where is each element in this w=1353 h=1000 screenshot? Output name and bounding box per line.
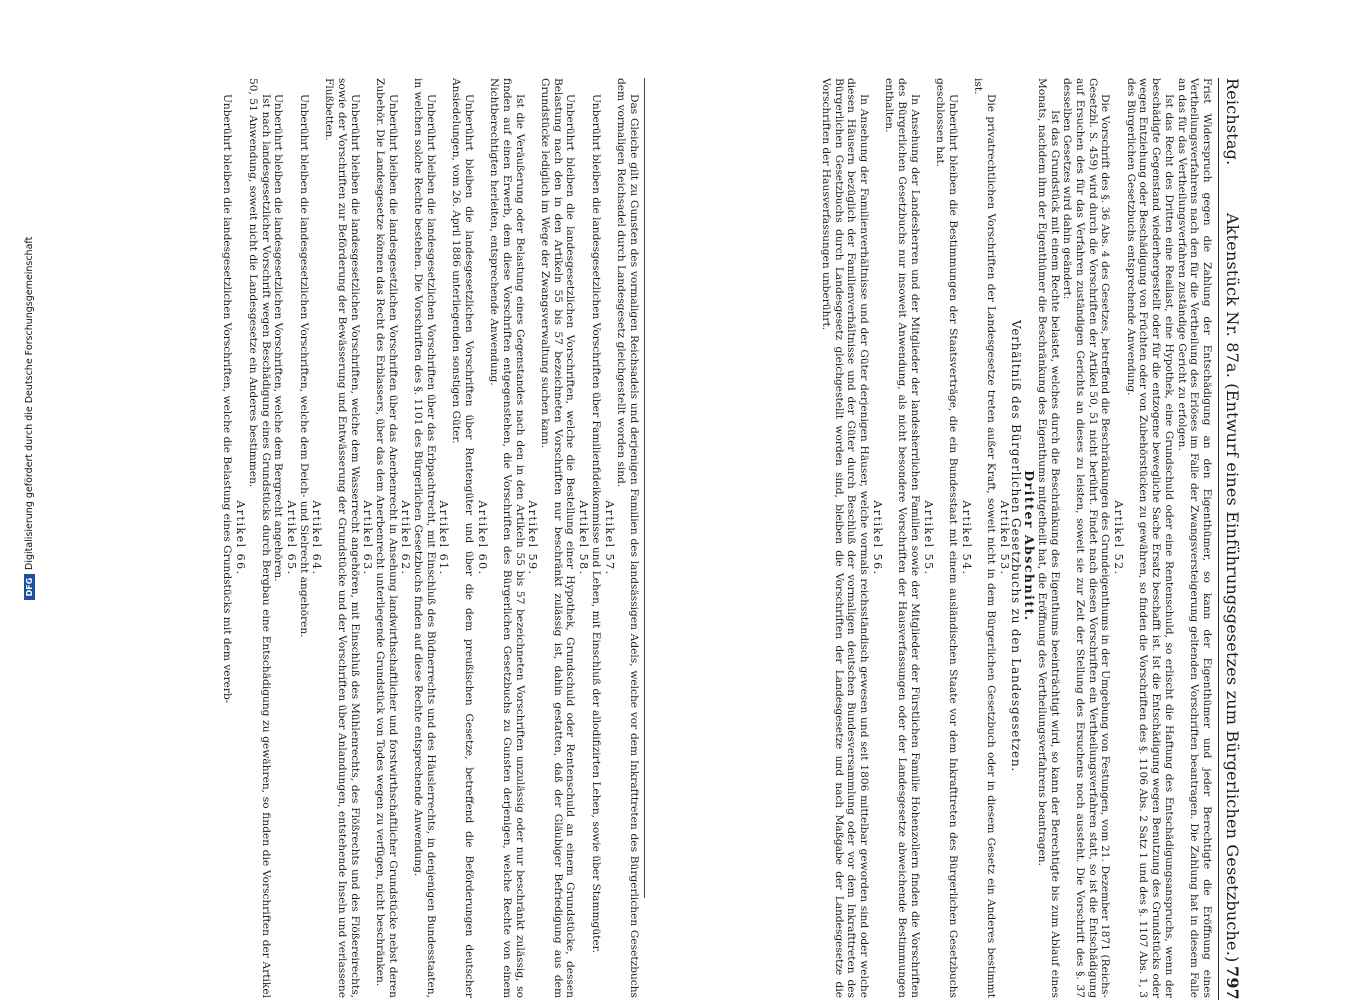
article-heading: Artikel 53. <box>997 500 1011 576</box>
article-heading: Artikel 66. <box>234 500 248 576</box>
dfg-logo-icon: DFG <box>24 574 35 600</box>
paragraph: Ist die Veräußerung oder Belastung eines Gegenstandes nach den in den Artikeln 55 bis 57 bezeichneten Vorschriften unzulässig oder nur beschränkt zulässig, so finden auf einen Erwerb, dem diese Vorschriften entgegenstehen, die Vorschriften des Bürgerlichen Gesetzbuchs zu Gunsten derjenigen, welche Rechte von einem Nichtberechtigten herleiten, entsprechende Anwendung. <box>488 78 526 998</box>
paragraph: Unberührt bleiben die landesgesetzlichen Vorschriften über das Anerbenrecht in Ansehung landwirthschaftlicher und forstwirthschaftlicher Grundstücke nebst deren Zubehör. Die Landesgesetze können das Recht des Erblassers, über das dem Anerbenrecht unterliegende Grundstück von Todes wegen zu verfügen, nicht beschränken. <box>373 78 399 998</box>
article-heading: Artikel 63. <box>361 500 375 576</box>
article-heading: Artikel 52. <box>1112 500 1126 576</box>
text-column-1 <box>648 78 1213 998</box>
page-header <box>1218 78 1245 1000</box>
quoted-paragraph: Ist das Grundstück mit einem Rechte belastet, welches durch die Beschränkung des Eigenthums beeinträchtigt wird, so kann der Berechtigte bis zum Ablauf eines Monats, nachdem ihm der Eigenthümer die Beschränkung des Eigenthums mitgetheilt hat, die Eröffnung des Vertheilungsverfahrens beantragen. <box>1035 78 1061 998</box>
paragraph: In Ansehung der Familienverhältnisse und der Güter derjenigen Häuser, welche vormals reichsständisch gewesen und seit 1806 mittelbar geworden sind oder welche diesen Häusern bezüglich der Familienverhältnisse und der Güter durch Beschluß der vormaligen deutschen Bundesversammlung oder vor dem Inkrafttreten des Bürgerlichen Gesetzbuchs durch Landesgesetz gleichgestellt worden sind, bleiben die Vorschriften der Landesgesetze und nach Maßgabe der Landesgesetze die Vorschriften der Hausverfassungen unberührt. <box>819 78 871 998</box>
section-heading: Dritter Abschnitt. <box>1022 470 1038 622</box>
article-heading: Artikel 65. <box>285 500 299 576</box>
credit-text: Digitalisierung gefördert durch die Deutsche Forschungsgemeinschaft <box>24 236 35 570</box>
paragraph: Unberührt bleiben die Bestimmungen der Staatsverträge, die ein Bundesstaat mit einem ausländischen Staate vor dem Inkrafttreten des Bürgerlichen Gesetzbuchs geschlossen hat. <box>934 78 959 998</box>
paragraph: Ist das Recht des Dritten eine Reallast, eine Hypothek, eine Grundschuld oder eine Rentenschuld, so erlischt die Haftung des Entschädigungsanspruchs, wenn der beschädigte Gegenstand wiederhergestellt oder für die entzogene bewegliche Sache Ersatz beschafft ist. Ist die Entschädigung wegen Benutzung des Grundstücks oder wegen Entziehung oder Beschädigung von Früchten oder von Zubehörstücken zu gewähren, so finden die Vorschriften des §. 1106 Abs. 2 Satz 1 und des §. 1107 Abs. 1, 3 des Bürgerlichen Gesetzbuchs entsprechende Anwendung. <box>1124 78 1175 998</box>
paragraph: Unberührt bleiben die landesgesetzlichen Vorschriften, welche die Belastung eines Grundstücks mit dem vererb- <box>221 94 234 704</box>
paragraph: Unberührt bleiben die landesgesetzlichen Vorschriften über Rentengüter und über die dem preußischen Gesetze, betreffend die Beförderungen deutscher Ansiedelungen, vom 26. April 1886 unterliegenden sonstigen Güter. <box>450 78 475 998</box>
scanned-page <box>85 78 1245 1000</box>
page-number: 797 <box>1223 966 1242 1000</box>
paragraph: Unberührt bleiben die landesgesetzlichen Vorschriften über das Erbpachtrecht, mit Einschluß des Büdnerrechts und des Häuslerrechts, in denjenigen Bundesstaaten, in welchen solche Rechte bestehen. Die Vorschriften des §. 1101 des Bürgerlichen Gesetzbuchs finden auf diese Rechte entsprechende Anwendung. <box>412 78 437 998</box>
paragraph: Die Vorschrift des §. 36 Abs. 4 des Gesetzes, betreffend die Beschränkungen des Grundeigenthums in der Umgebung von Festungen, vom 21. Dezember 1871 (Reichs-Gesetzbl. S. 459) wird durch die Vorschriften der Artikel 50, 51 nicht berührt. Findet nach diesen Vorschriften ein Vertheilungsverfahren statt, so ist die Entschädigung auf Ersuchen des für das Verfahren zuständigen Gerichts an dieses zu leisten, soweit sie zur Zeit der Stellung des Ersuchens noch aussteht. Die Vorschrift des §. 37 desselben Gesetzes wird dahin geändert: <box>1061 78 1112 998</box>
article-heading: Artikel 62. <box>399 500 413 576</box>
paragraph: Unberührt bleiben die landesgesetzlichen Vorschriften, welche dem Bergrecht angehören. <box>272 94 285 582</box>
paragraph: Unberührt bleiben die landesgesetzlichen Vorschriften, welche die Bestellung einer Hypothek, Grundschuld oder Rentenschuld an einem Grundstücke, dessen Belastung nach den in den Artikeln 55 bis 57 bezeichneten Vorschriften nur beschränkt zulässig ist, dahin gestatten, daß der Gläubiger Befriedigung aus dem Grundstücke lediglich im Wege der Zwangsverwaltung suchen kann. <box>539 78 577 998</box>
article-heading: Artikel 60. <box>475 500 489 576</box>
article-heading: Artikel 61. <box>437 500 451 576</box>
paragraph: Unberührt bleiben die landesgesetzlichen Vorschriften über Familienfideikommisse und Lehen, mit Einschluß der allodifizirten Lehen, sowie über Stammgüter. <box>589 94 602 953</box>
paragraph: Unberührt bleiben die landesgesetzlichen Vorschriften, welche dem Wasserrecht angehören, mit Einschluß des Mühlenrechts, des Flößrechts und des Flößereirechts, sowie der Vorschriften zur Beförderung der Bewässerung und Entwässerung der Grundstücke und der Vorschriften über Anlandungen, entstehende Inseln und verlassene Flußbetten. <box>323 78 361 998</box>
article-heading: Artikel 58. <box>577 500 591 576</box>
text-column-2 <box>85 78 640 998</box>
digitization-credit <box>24 237 35 600</box>
section-title: Verhältniß des Bürgerlichen Gesetzbuchs zu den Landesgesetzen. <box>1009 319 1024 772</box>
article-heading: Artikel 56. <box>870 500 884 576</box>
article-heading: Artikel 64. <box>310 500 324 576</box>
article-heading: Artikel 59. <box>526 500 540 576</box>
header-title: Aktenstück Nr. 87a. (Entwurf eines Einführungsgesetzes zum Bürgerlichen Gesetzbuche.) <box>1223 213 1242 963</box>
paragraph: Die privatrechtlichen Vorschriften der Landesgesetze treten außer Kraft, soweit nicht in dem Bürgerlichen Gesetzbuch oder in diesem Gesetz ein Anderes bestimmt ist. <box>972 78 998 998</box>
article-heading: Artikel 55. <box>921 500 935 576</box>
article-heading: Artikel 57. <box>602 500 616 576</box>
column-divider <box>644 78 645 898</box>
paragraph: Ist nach landesgesetzlicher Vorschrift wegen Beschädigung eines Grundstücks durch Bergbau eine Entschädigung zu gewähren, so finden die Vorschriften der Artikel 50, 51 Anwendung, soweit nicht die Landesgesetze ein Anderes bestimmen. <box>246 78 272 998</box>
paragraph: Das Gleiche gilt zu Gunsten des vormaligen Reichsadels und derjenigen Familien des landsässigen Adels, welche vor dem Inkrafttreten des Bürgerlichen Gesetzbuchs dem vormaligen Reichsadel durch Landesgesetz gleichgestellt worden sind. <box>615 78 640 998</box>
paragraph: In Ansehung der Landesherren und der Mitglieder der landesherrlichen Familien sowie der Mitglieder der Fürstlichen Familie Hohenzollern finden die Vorschriften des Bürgerlichen Gesetzbuchs nur insoweit Anwendung, als nicht besondere Vorschriften der Hausverfassungen oder der Landesgesetze abweichende Bestimmungen enthalten. <box>883 78 921 998</box>
paragraph: Frist Widerspruch gegen die Zahlung der Entschädigung an den Eigenthümer, so kann der Eigenthümer und jeder Berechtigte die Eröffnung eines Vertheilungsverfahrens nach den für die Vertheilung des Erlöses im Falle der Zwangsversteigerung geltenden Vorschriften beantragen. Die Zahlung hat in diesem Falle an das für das Vertheilungsverfahren zuständige Gericht zu erfolgen. <box>1175 78 1213 998</box>
header-left: Reichstag. <box>1223 78 1242 166</box>
paragraph: Unberührt bleiben die landesgesetzlichen Vorschriften, welche dem Deich- und Sielrecht angehören. <box>297 94 310 638</box>
article-heading: Artikel 54. <box>959 500 973 576</box>
